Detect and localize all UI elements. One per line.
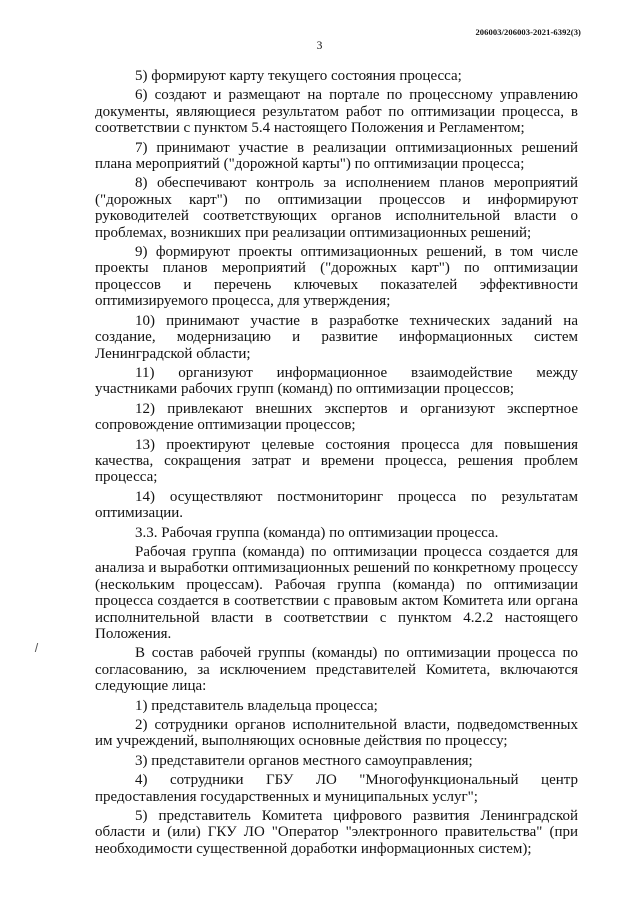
paragraph-item-6: 6) создают и размещают на портале по процессному управлению документы, являющиеся результатом работ по оптимизации процесса, в соответствии с пунктом 5.4 настоящего Положения и Регламентом;: [95, 87, 578, 137]
page-number: 3: [316, 40, 323, 52]
member-item-2: 2) сотрудники органов исполнительной власти, подведомственных им учреждений, выполняющих основные действия по процессу;: [95, 717, 578, 750]
paragraph-working-group: Рабочая группа (команда) по оптимизации процесса создается для анализа и выработки оптимизационных решений по конкретному процессу (нескольким процессам). Рабочая группа (команда) по оптимизации процесса создается в соответствии с правовым актом Комитета или органа исполнительной власти в соответствии с пунктом 4.2.2 настоящего Положения.: [95, 543, 578, 642]
paragraph-composition: В состав рабочей группы (команды) по оптимизации процесса по согласованию, за исключением представителей Комитета, включаются следующие лица:: [95, 645, 578, 695]
paragraph-item-8: 8) обеспечивают контроль за исполнением планов мероприятий ("дорожных карт") по оптимизации процессов и информируют руководителей соответствующих органов исполнительной власти о проблемах, возникших при реализации оптимизационных решений;: [95, 175, 578, 241]
paragraph-item-10: 10) принимают участие в разработке технических заданий на создание, модернизацию и развитие информационных систем Ленинградской области;: [95, 312, 578, 362]
paragraph-item-14: 14) осуществляют постмониторинг процесса по результатам оптимизации.: [95, 488, 578, 522]
section-heading-3-3: 3.3. Рабочая группа (команда) по оптимизации процесса.: [135, 524, 499, 541]
document-number: 206003/206003-2021-6392(3): [475, 27, 581, 37]
paragraph-item-12: 12) привлекают внешних экспертов и организуют экспертное сопровождение оптимизации процессов;: [95, 400, 578, 434]
member-item-1: 1) представитель владельца процесса;: [135, 697, 378, 714]
paragraph-item-7: 7) принимают участие в реализации оптимизационных решений плана мероприятий ("дорожной карты") по оптимизации процесса;: [95, 139, 578, 173]
member-item-4: 4) сотрудники ГБУ ЛО "Многофункциональный центр предоставления государственных и муниципальных услуг";: [95, 772, 578, 805]
paragraph-item-9: 9) формируют проекты оптимизационных решений, в том числе проекты планов мероприятий ("дорожных карт") по оптимизации процессов и перечень ключевых показателей эффективности оптимизируемого процесса, для утверждения;: [95, 244, 578, 310]
paragraph-item-5: 5) формируют карту текущего состояния процесса;: [135, 68, 462, 84]
member-item-5: 5) представитель Комитета цифрового развития Ленинградской области и (или) ГКУ ЛО "Оператор "электронного правительства" (при необходимости существенной доработки информационных систем);: [95, 808, 578, 857]
document-body: [95, 68, 578, 857]
paragraph-item-13: 13) проектируют целевые состояния процесса для повышения качества, сокращения затрат и времени процесса, решения проблем процесса;: [95, 436, 578, 486]
paragraph-item-11: 11) организуют информационное взаимодействие между участниками рабочих групп (команд) по оптимизации процессов;: [95, 364, 578, 398]
margin-mark: [35, 643, 41, 652]
member-item-3: 3) представители органов местного самоуправления;: [135, 752, 473, 769]
